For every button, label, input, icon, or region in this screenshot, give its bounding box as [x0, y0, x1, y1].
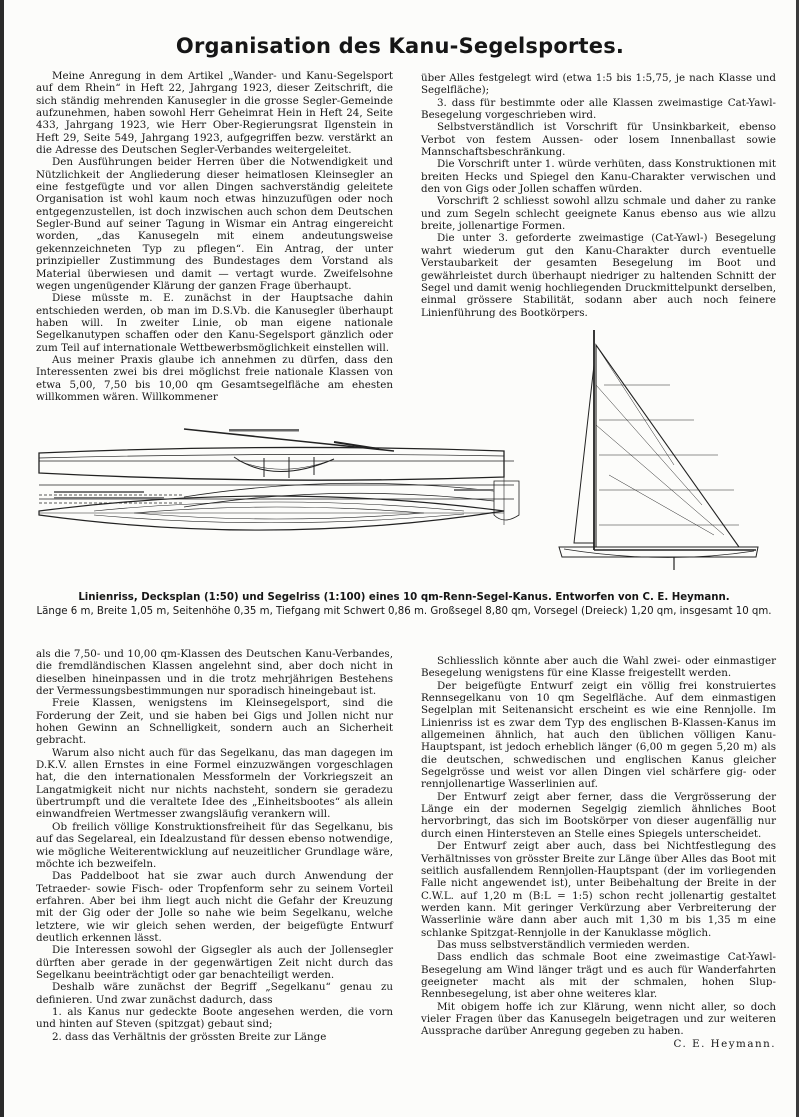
paragraph: 3. dass für bestimmte oder alle Klassen zweimastige Cat-Yawl-Besegelung vorgeschrieben wird. [421, 96, 776, 122]
paragraph: Der Entwurf zeigt aber ferner, dass die Vergrösserung der Länge ein der modernen Segelgig ziemlich ähnliches Boot hervorbringt, das sich im Bootskörper von dieser augenfällig nur durch einen Hintersteven an Stelle eines Spiegels unterscheidet. [421, 790, 776, 840]
article-title: Organisation des Kanu-Segelsportes. [175, 34, 625, 58]
sail-plan-drawing [559, 330, 758, 570]
canoe-drawing-figure [34, 325, 779, 587]
paragraph: 2. dass das Verhältnis der grössten Breite zur Länge [52, 1030, 327, 1043]
top-right-column [421, 72, 776, 319]
paragraph: über Alles festgelegt wird (etwa 1:5 bis 1:5,75, je nach Klasse und Segelfläche); [421, 72, 776, 97]
bottom-left-column [36, 648, 393, 1043]
paragraph: als die 7,50- und 10,00 qm-Klassen des Deutschen Kanu-Verbandes, die fremdländischen Klassen angelehnt sind, aber doch nicht in dieselben hineinpassen und in die trotz mehrjährigen Bestehens der Vermessungsbestimmungen nur sporadisch hineingebaut ist. [36, 648, 393, 698]
paragraph: Aus meiner Praxis glaube ich annehmen zu dürfen, dass den Interessenten zwei bis drei möglichst freie nationale Klassen von etwa 5,00, 7,50 bis 10,00 qm Gesamtsegelfläche am ehesten willkommen wären. Willkommener [36, 353, 393, 403]
paragraph: Dass endlich das schmale Boot eine zweimastige Cat-Yawl-Besegelung am Wind länger trägt und es auch für Wanderfahrten geeigneter macht als mit der schmalen, hohen Slup-Rennbesegelung, ist aber ohne weiteres klar. [421, 951, 776, 1001]
paragraph: Das Paddelboot hat sie zwar auch durch Anwendung der Tetraeder- sowie Fisch- oder Tropfenform sehr zu seinem Vorteil erfahren. Aber bei ihm liegt auch nicht die Gefahr der Kreuzung mit der Gig oder der Jolle so nahe wie beim Segelkanu, welche letztere, wie wir gleich sehen werden, der beigefügte Entwurf deutlich erkennen lässt. [36, 870, 393, 944]
paragraph: Das muss selbstverständlich vermieden werden. [437, 938, 690, 951]
figure-caption-title: Linienriss, Decksplan (1:50) und Segelriss (1:100) eines 10 qm-Renn-Segel-Kanus. Entworfen von C. E. Heymann. [78, 592, 730, 603]
paragraph: Die Interessen sowohl der Gigsegler als auch der Jollensegler dürften aber gerade in der gegenwärtigen Zeit nicht durch das Segelkanu beeinträchtigt oder gar benachteiligt werden. [36, 944, 393, 981]
paragraph: Die unter 3. geforderte zweimastige (Cat-Yawl-) Besegelung wahrt wiederum gut den Kanu-Charakter durch eventuelle Verstaubarkeit der gesamten Besegelung im Boot und gewährleistet durch überhaupt niedriger zu haltenden Schnitt der Segel und damit wenig hochliegenden Druckmittelpunkt derselben, einmal grössere Stabilität, sodann aber auch noch feinere Linienführung des Bootkörpers. [421, 232, 776, 319]
paragraph: Die Vorschrift unter 1. würde verhüten, dass Konstruktionen mit breiten Hecks und Spiegel den Kanu-Charakter verwischen und den von Gigs oder Jollen schaffen würden. [421, 158, 776, 196]
author-signature: C. E. Heymann. [673, 1037, 776, 1050]
paragraph: Deshalb wäre zunächst der Begriff „Segelkanu“ genau zu definieren. Und zwar zunächst dadurch, dass [36, 981, 393, 1006]
paragraph: Schliesslich könnte aber auch die Wahl zwei- oder einmastiger Besegelung wenigstens für eine Klasse freigestellt werden. [421, 655, 776, 680]
paragraph: Den Ausführungen beider Herren über die Notwendigkeit und Nützlichkeit der Angliederung dieser heimatlosen Kleinsegler an eine festgefügte und vor allen Dingen sachverständig geleitete Organisation ist wohl kaum noch etwas hinzuzufügen oder noch entgegenzustellen, ist doch inzwischen auch schon dem Deutschen Segler-Bund auf seiner Tagung in Wismar ein Antrag eingereicht worden, „das Kanusegeln mit einem andeutungsweise gekennzeichneten Typ zu pflegen“. Ein Antrag, der unter prinzipieller Zustimmung des Bundestages dem Vorstand als Material überwiesen und damit — vertagt wurde. Zweifelsohne wegen ungenügender Klärung der ganzen Frage überhaupt. [36, 156, 393, 292]
paragraph: Der beigefügte Entwurf zeigt ein völlig frei konstruiertes Rennsegelkanu von 10 qm Segelfläche. Auf dem einmastigen Segelplan mit Seitenansicht erscheint es wie eine Rennjolle. Im Linienriss ist es zwar dem Typ des englischen B-Klassen-Kanus im allgemeinen ähnlich, hat auch den üblichen völligen Kanu-Hauptspant, ist jedoch erheblich länger (6,00 m gegen 5,20 m) als die deutschen, schwedischen und englischen Kanus gleicher Segelgrösse und weist vor allen Dingen viel schärfere gig- oder rennjollenartige Wasserlinien auf. [421, 679, 776, 791]
lines-plan-drawing [39, 429, 519, 530]
paragraph: 1. als Kanus nur gedeckte Boote angesehen werden, die vorn und hinten auf Steven (spitzgat) gebaut sind; [36, 1005, 393, 1031]
paragraph: Mit obigem hoffe ich zur Klärung, wenn nicht aller, so doch vieler Fragen über das Kanusegeln beigetragen und zur weiteren Aussprache darüber Anregung gegeben zu haben. [421, 1000, 776, 1038]
bottom-right-column [421, 655, 776, 1050]
paragraph: Warum also nicht auch für das Segelkanu, das man dagegen im D.K.V. allen Ernstes in eine Formel einzuzwängen vorgeschlagen hat, die den internationalen Messformeln der Vorkriegszeit an Langatmigkeit nicht nur nichts nachsteht, sondern sie geradezu übertrumpft und die veraltete Idee des „Einheitsbootes“ als allein einwandfreien Wertmesser zwangsläufig verankern will. [36, 746, 393, 821]
paragraph: Diese müsste m. E. zunächst in der Hauptsache dahin entschieden werden, ob man im D.S.Vb. die Kanusegler überhaupt haben will. In zweiter Linie, ob man eigene nationale Segelkanutypen schaffen oder den Kanu-Segelsport gänzlich oder zum Teil auf internationale Wettbewerbsmöglichkeit einstellen will. [36, 292, 393, 354]
paragraph: Meine Anregung in dem Artikel „Wander- und Kanu-Segelsport auf dem Rhein“ in Heft 22, Jahrgang 1923, dieser Zeitschrift, die sich ständig mehrenden Kanusegler in die grosse Segler-Gemeinde aufzunehmen, haben sowohl Herr Geheimrat Hein in Heft 24, Seite 433, Jahrgang 1923, wie Herr Ober-Regierungsrat Ilgenstein in Heft 29, Seite 549, Jahrgang 1923, aufgegriffen bezw. verstärkt an die Adresse des Deutschen Segler-Verbandes weitergeleitet. [36, 70, 393, 157]
figure-caption-specs: Länge 6 m, Breite 1,05 m, Seitenhöhe 0,35 m, Tiefgang mit Schwert 0,86 m. Großsegel 8,80 qm, Vorsegel (Dreieck) 1,20 qm, insgesamt 10 qm. [36, 606, 772, 617]
paragraph: Ob freilich völlige Konstruktionsfreiheit für das Segelkanu, bis auf das Segelareal, ein Idealzustand für dessen ebenso notwendige, wie mögliche Weiterentwicklung auf neuzeitlicher Grundlage wäre, möchte ich bezweifeln. [36, 820, 393, 870]
paragraph: Vorschrift 2 schliesst sowohl allzu schmale und daher zu ranke und zum Segeln schlecht geeignete Kanus ebenso aus wie allzu breite, jollenartige Formen. [421, 195, 776, 233]
paragraph: Selbstverständlich ist Vorschrift für Unsinkbarkeit, ebenso Verbot von festem Aussen- oder losem Innenballast sowie Mannschaftsbeschränkung. [421, 121, 776, 159]
paragraph: Freie Klassen, wenigstens im Kleinsegelsport, sind die Forderung der Zeit, und sie haben bei Gigs und Jollen nicht nur hohen Gewinn an Schnelligkeit, sondern auch an Sicherheit gebracht. [36, 697, 393, 747]
paragraph: Der Entwurf zeigt aber auch, dass bei Nichtfestlegung des Verhältnisses von grösster Breite zur Länge über Alles das Boot mit seitlich ausfallendem Rennjollen-Hauptspant (der im vorliegenden Falle nicht angewendet ist), unter Beibehaltung der Breite in der C.W.L. auf 1,20 m (B:L = 1:5) schon recht jollenartig gestaltet werden kann. Mit geringer Verkürzung aber Verbreiterung der Wasserlinie wäre dann aber auch mit 1,30 m bis 1,35 m eine schlanke Spitzgat-Rennjolle in der Kanuklasse möglich. [421, 840, 776, 939]
